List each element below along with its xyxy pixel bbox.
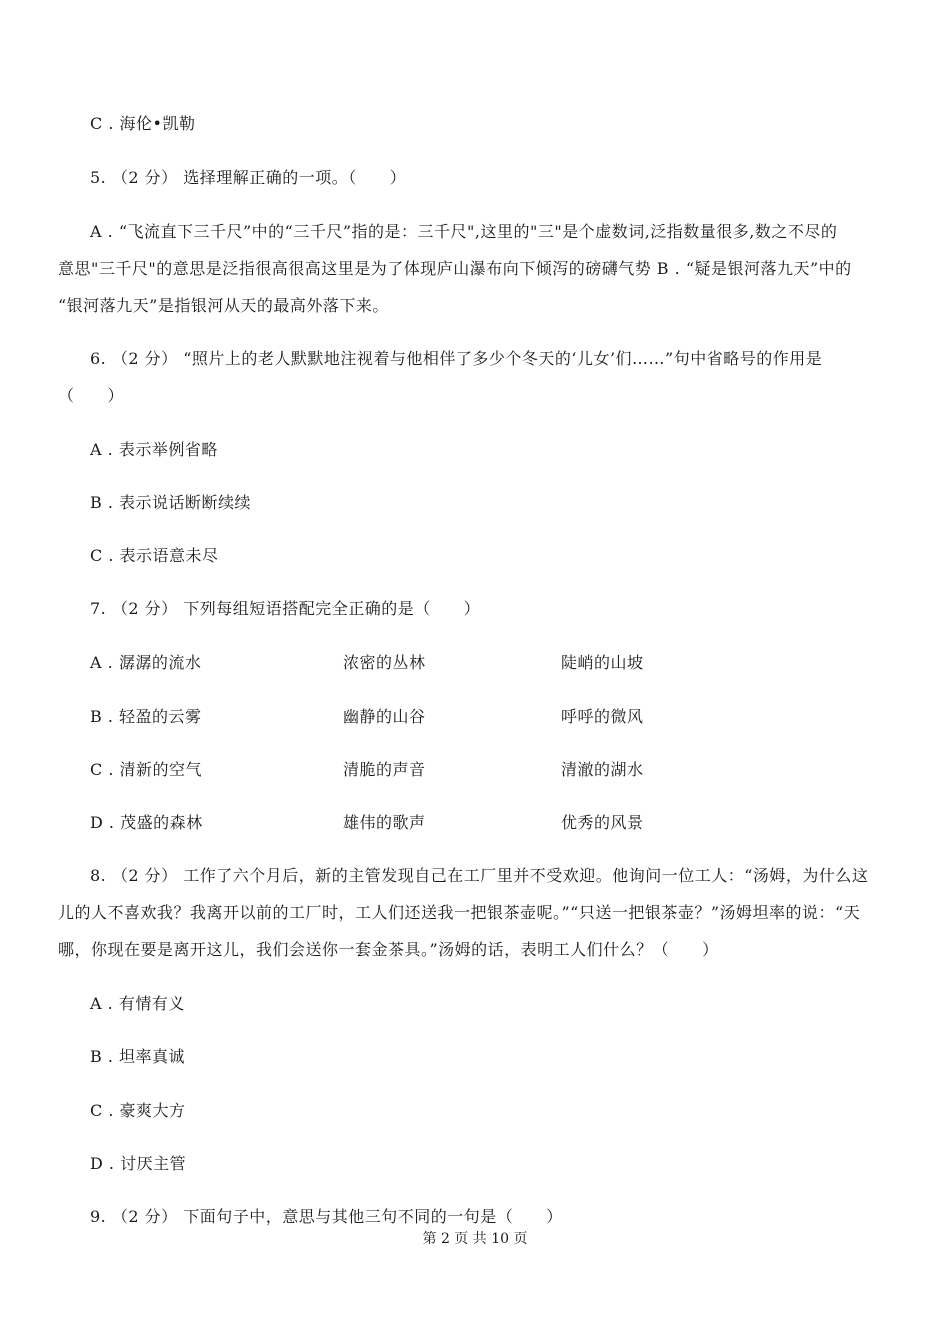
q8-option-b: B . 坦率真诚 <box>90 1047 186 1066</box>
q7-option-d-phrase-3: 优秀的风景 <box>561 813 644 832</box>
q8-line-3: 哪，你现在要是离开这儿，我们会送你一套金茶具。”汤姆的话，表明工人们什么？（ ） <box>58 940 719 959</box>
q5-line-1: A . “飞流直下三千尺”中的“三千尺”指的是：三千尺",这里的"三"是个虚数词,泛指数量很多,数之不尽的 <box>90 222 838 241</box>
q7-option-d-phrase-2: 雄伟的歌声 <box>343 813 426 832</box>
q8-line-1: 8. （2 分） 工作了六个月后，新的主管发现自己在工厂里并不受欢迎。他询问一位工人：“汤姆，为什么这 <box>90 866 869 885</box>
q7-option-a-phrase-1: A . 潺潺的流水 <box>90 653 202 672</box>
q6-option-c: C . 表示语意未尽 <box>90 546 219 565</box>
q5-line-2: 意思"三千尺"的意思是泛指很高很高这里是为了体现庐山瀑布向下倾泻的磅礴气势 B . “疑是银河落九天”中的 <box>58 259 852 278</box>
q8-option-a: A . 有情有义 <box>90 994 185 1013</box>
q7-option-a-phrase-2: 浓密的丛林 <box>343 653 426 672</box>
q6-option-b: B . 表示说话断断续续 <box>90 493 252 512</box>
q7-option-d-phrase-1: D . 茂盛的森林 <box>90 813 203 832</box>
q5-stem: 5. （2 分） 选择理解正确的一项。（ ） <box>90 168 407 187</box>
q8-line-2: 儿的人不喜欢我？我离开以前的工厂时，工人们还送我一把银茶壶呢。”“只送一把银茶壶？”汤姆坦率的说：“天 <box>58 903 861 922</box>
q6-stem-line-2: （ ） <box>58 386 125 405</box>
q7-option-b-phrase-2: 幽静的山谷 <box>343 707 426 726</box>
q7-option-a-phrase-3: 陡峭的山坡 <box>561 653 644 672</box>
q7-option-c-phrase-2: 清脆的声音 <box>343 760 426 779</box>
q9-stem: 9. （2 分） 下面句子中，意思与其他三句不同的一句是（ ） <box>90 1207 563 1226</box>
q6-option-a: A . 表示举例省略 <box>90 440 218 459</box>
q4-option-c: C . 海伦•凯勒 <box>90 114 196 133</box>
page-number-footer: 第 2 页 共 10 页 <box>422 1231 528 1247</box>
q8-option-c: C . 豪爽大方 <box>90 1101 186 1120</box>
q7-option-c-phrase-3: 清澈的湖水 <box>561 760 644 779</box>
q7-stem: 7. （2 分） 下列每组短语搭配完全正确的是（ ） <box>90 599 481 618</box>
q8-option-d: D . 讨厌主管 <box>90 1154 187 1173</box>
q7-option-b-phrase-3: 呼呼的微风 <box>561 707 644 726</box>
q6-stem-line-1: 6. （2 分） “照片上的老人默默地注视着与他相伴了多少个冬天的‘儿女’们……”句中省略号的作用是 <box>90 349 823 368</box>
q7-option-b-phrase-1: B . 轻盈的云雾 <box>90 707 202 726</box>
q5-line-3: “银河落九天”是指银河从天的最高外落下来。 <box>58 296 389 315</box>
q7-option-c-phrase-1: C . 清新的空气 <box>90 760 203 779</box>
